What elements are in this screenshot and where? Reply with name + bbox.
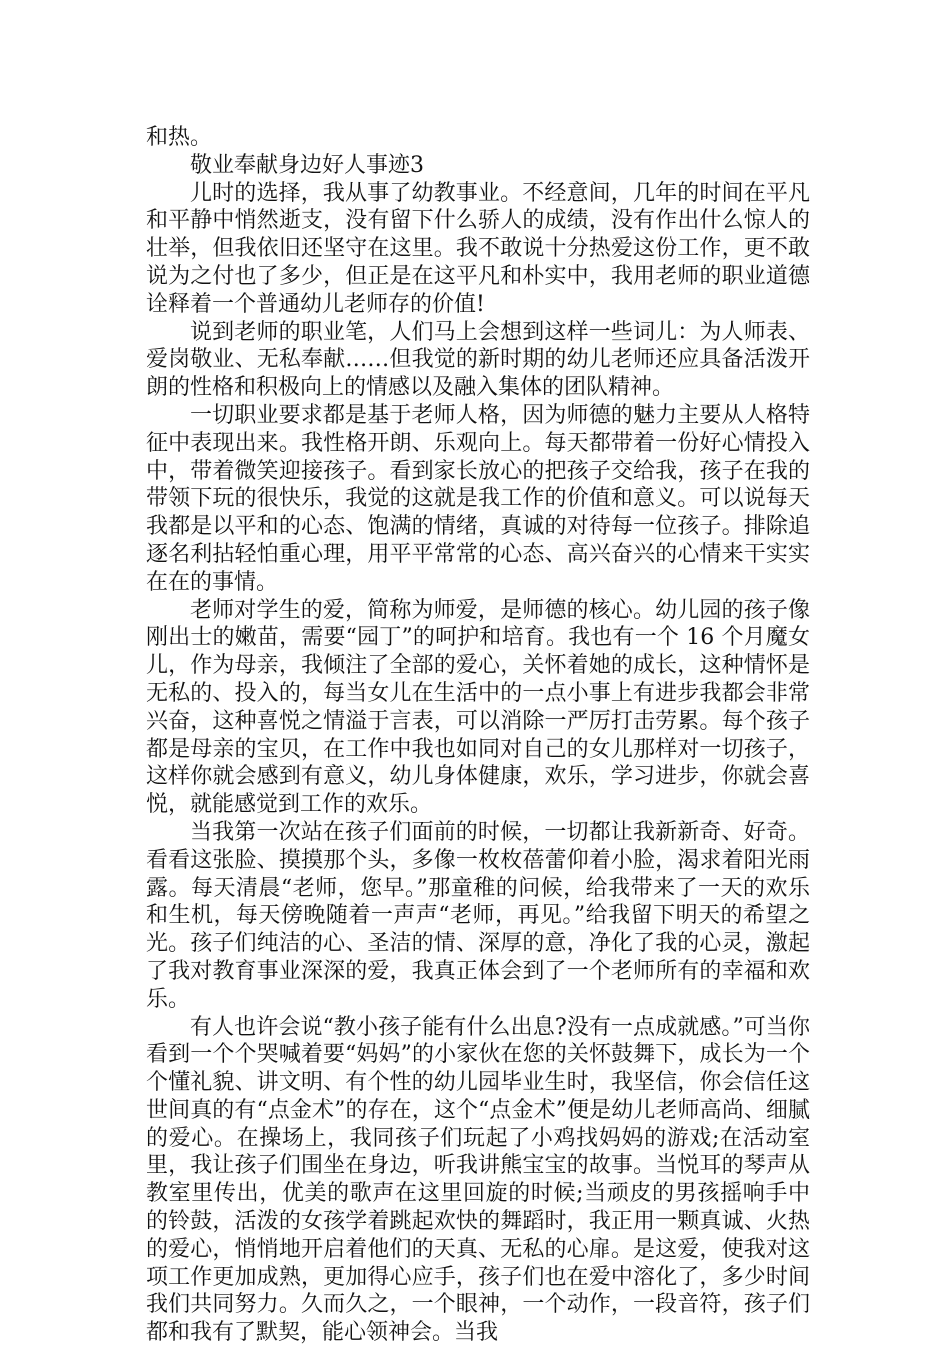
lead-line: 和热。 bbox=[146, 124, 810, 152]
paragraph-1: 儿时的选择，我从事了幼教事业。不经意间，几年的时间在平凡和平静中悄然逝支，没有留下什么骄人的成绩，没有作出什么惊人的壮举，但我依旧还坚守在这里。我不敢说十分热爱这份工作，更不敢说为之付也了多少，但正是在这平凡和朴实中，我用老师的职业道德诠释着一个普通幼儿老师存的价值! bbox=[146, 180, 810, 319]
section-heading: 敬业奉献身边好人事迹3 bbox=[146, 152, 810, 180]
paragraph-4: 老师对学生的爱，简称为师爱，是师德的核心。幼儿园的孩子像刚出士的嫩苗，需要“园丁”的呵护和培育。我也有一个 16 个月魔女儿，作为母亲，我倾注了全部的爱心，关怀着她的成长，这种情怀是无私的、投入的，每当女儿在生活中的一点小事上有进步我都会非常兴奋，这种喜悦之情溢于言表，可以消除一严厉打击劳累。每个孩子都是母亲的宝贝，在工作中我也如同对自己的女儿那样对一切孩子，这样你就会感到有意义，幼儿身体健康，欢乐，学习进步，你就会喜悦，就能感觉到工作的欢乐。 bbox=[146, 597, 810, 819]
paragraph-3: 一切职业要求都是基于老师人格，因为师德的魅力主要从人格特征中表现出来。我性格开朗、乐观向上。每天都带着一份好心情投入中，带着微笑迎接孩子。看到家长放心的把孩子交给我，孩子在我的带领下玩的很快乐，我觉的这就是我工作的价值和意义。可以说每天我都是以平和的心态、饱满的情绪，真诚的对待每一位孩子。排除追逐名利拈轻怕重心理，用平平常常的心态、高兴奋兴的心情来干实实在在的事情。 bbox=[146, 402, 810, 597]
document-body bbox=[146, 124, 810, 1347]
paragraph-5: 当我第一次站在孩子们面前的时候，一切都让我新新奇、好奇。看看这张脸、摸摸那个头，多像一枚枚蓓蕾仰着小脸，渴求着阳光雨露。每天清晨“老师，您早。”那童稚的问候，给我带来了一天的欢乐和生机，每天傍晚随着一声声“老师，再见。”给我留下明天的希望之光。孩子们纯洁的心、圣洁的情、深厚的意，净化了我的心灵，激起了我对教育事业深深的爱，我真正体会到了一个老师所有的幸福和欢乐。 bbox=[146, 819, 810, 1014]
paragraph-6: 有人也许会说“教小孩子能有什么出息?没有一点成就感。”可当你看到一个个哭喊着要“妈妈”的小家伙在您的关怀鼓舞下，成长为一个个懂礼貌、讲文明、有个性的幼儿园毕业生时，我坚信，你会信任这世间真的有“点金术”的存在，这个“点金术”便是幼儿老师高尚、细腻的爱心。在操场上，我同孩子们玩起了小鸡找妈妈的游戏;在活动室里，我让孩子们围坐在身边，听我讲熊宝宝的故事。当悦耳的琴声从教室里传出，优美的歌声在这里回旋的时候;当顽皮的男孩摇响手中的铃鼓，活泼的女孩学着跳起欢快的舞蹈时，我正用一颗真诚、火热的爱心，悄悄地开启着他们的天真、无私的心扉。是这爱，使我对这项工作更加成熟，更加得心应手，孩子们也在爱中溶化了，多少时间我们共同努力。久而久之，一个眼神，一个动作，一段音符，孩子们都和我有了默契，能心领神会。当我 bbox=[146, 1014, 810, 1347]
paragraph-2: 说到老师的职业笔，人们马上会想到这样一些词儿：为人师表、爱岗敬业、无私奉献……但我觉的新时期的幼儿老师还应具备活泼开朗的性格和积极向上的情感以及融入集体的团队精神。 bbox=[146, 319, 810, 402]
